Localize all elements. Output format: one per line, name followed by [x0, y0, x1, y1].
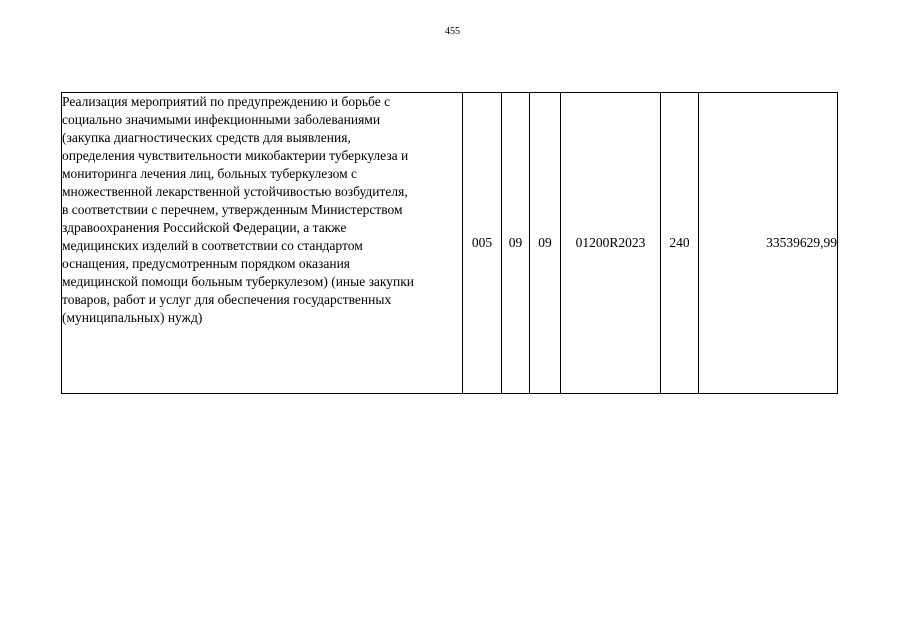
description-cell: Реализация мероприятий по предупреждению и борьбе с социально значимыми инфекционными заболеваниями (закупка диагностических средств для выявления, определения чувствительности микобактерии туберкулеза и мониторинга лечения лиц, больных туберкулезом с множественной лекарственной устойчивостью возбудителя, в соответствии с перечнем, утвержденным Министерством здравоохранения Российской Федерации, а также медицинских изделий в соответствии со стандартом оснащения, предусмотренным порядком оказания медицинской помощи больным туберкулезом) (иные закупки товаров, работ и услуг для обеспечения государственных (муниципальных) нужд) [62, 93, 463, 394]
budget-table [61, 92, 838, 394]
ministry-code-cell: 005 [463, 93, 502, 394]
amount-cell: 33539629,99 [699, 93, 838, 394]
target-article-code-cell: 01200R2023 [561, 93, 661, 394]
subsection-code-cell: 09 [530, 93, 561, 394]
page-number: 455 [445, 26, 460, 37]
section-code-cell: 09 [502, 93, 530, 394]
expense-type-code-cell: 240 [661, 93, 699, 394]
table-row [62, 93, 838, 394]
